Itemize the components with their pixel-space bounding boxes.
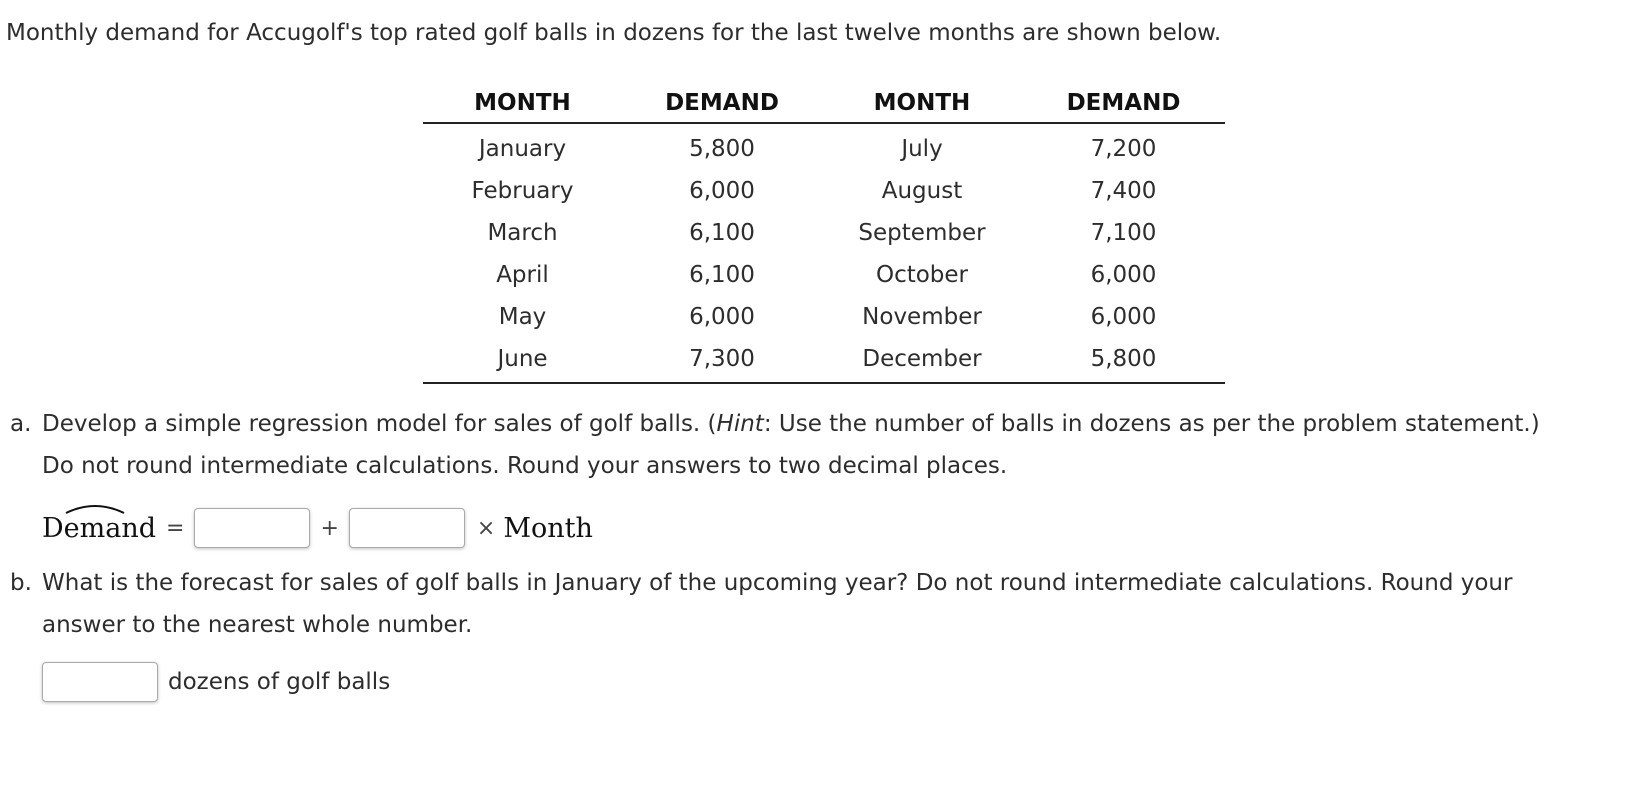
question-a-line1 <box>10 403 1630 445</box>
cell-month: January <box>478 136 567 162</box>
table-row <box>423 254 1225 296</box>
intercept-input[interactable] <box>194 508 310 548</box>
demand-variable: Demand <box>42 512 156 544</box>
question-b <box>10 562 1630 646</box>
slope-input[interactable] <box>349 508 465 548</box>
demand-hat-label <box>42 513 156 544</box>
table-header-row <box>423 84 1225 123</box>
header-demand-2: DEMAND <box>1022 84 1225 123</box>
forecast-answer-row <box>42 662 390 702</box>
header-demand-1: DEMAND <box>622 84 822 123</box>
cell-demand: 6,100 <box>689 262 755 288</box>
cell-month: July <box>901 136 943 162</box>
cell-demand: 7,200 <box>1090 136 1157 162</box>
question-a-text-start: Develop a simple regression model for sales of golf balls. ( <box>42 411 717 437</box>
cell-demand: 6,000 <box>689 304 755 330</box>
equals-sign: = <box>166 515 185 541</box>
cell-month: December <box>822 338 1022 383</box>
table-row <box>423 123 1225 170</box>
cell-month: April <box>496 262 549 288</box>
question-a <box>10 403 1630 487</box>
cell-demand: 7,300 <box>622 338 822 383</box>
header-month-1: MONTH <box>423 84 622 123</box>
cell-month: March <box>487 220 558 246</box>
cell-month: February <box>471 178 574 204</box>
plus-sign: + <box>320 515 339 541</box>
cell-demand: 5,800 <box>689 136 755 162</box>
question-a-label: a. <box>10 411 32 437</box>
table-row <box>423 170 1225 212</box>
question-b-line1 <box>10 562 1630 604</box>
question-b-line2: answer to the nearest whole number. <box>42 612 473 638</box>
hint-word: Hint <box>716 411 764 437</box>
demand-table <box>423 84 1225 384</box>
regression-formula <box>42 506 593 550</box>
forecast-input[interactable] <box>42 662 158 702</box>
cell-demand: 7,100 <box>1090 220 1157 246</box>
table-row <box>423 296 1225 338</box>
cell-month: September <box>858 220 986 246</box>
table-row <box>423 338 1225 383</box>
question-b-text: What is the forecast for sales of golf balls in January of the upcoming year? Do not round intermediate calculations. Round your <box>42 570 1513 596</box>
cell-month: November <box>862 304 982 330</box>
forecast-unit-label: dozens of golf balls <box>168 669 391 695</box>
hat-accent-icon <box>64 501 126 515</box>
cell-month: October <box>875 262 969 288</box>
header-month-2: MONTH <box>822 84 1022 123</box>
cell-demand: 5,800 <box>1022 338 1225 383</box>
cell-demand: 6,000 <box>1090 304 1157 330</box>
cell-demand: 6,000 <box>689 178 755 204</box>
question-a-line2: Do not round intermediate calculations. Round your answers to two decimal places. <box>42 453 1008 479</box>
cell-demand: 7,400 <box>1090 178 1157 204</box>
cell-month: May <box>498 304 547 330</box>
question-b-label: b. <box>10 570 32 596</box>
intro-text: Monthly demand for Accugolf's top rated golf balls in dozens for the last twelve months are shown below. <box>6 20 1222 46</box>
cell-month: June <box>423 338 622 383</box>
question-a-text-end: : Use the number of balls in dozens as per the problem statement.) <box>763 411 1540 437</box>
cell-demand: 6,100 <box>689 220 755 246</box>
cell-demand: 6,000 <box>1090 262 1157 288</box>
cell-month: August <box>881 178 963 204</box>
times-sign: × <box>476 515 496 541</box>
month-variable: Month <box>503 512 593 544</box>
table-row <box>423 212 1225 254</box>
